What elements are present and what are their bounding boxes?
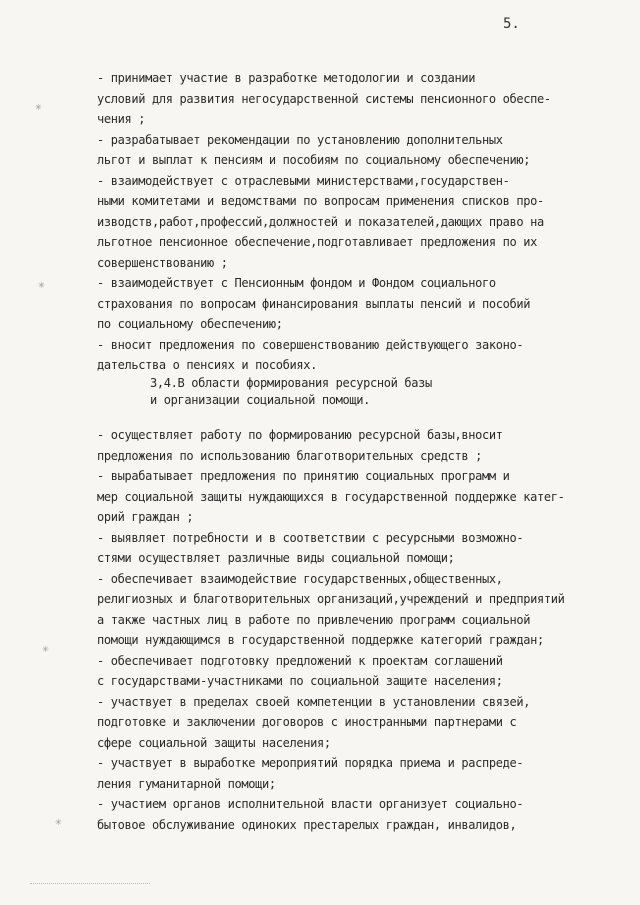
text-line: чения ; [97, 112, 146, 126]
text-line: совершенствованию ; [97, 255, 228, 270]
text-line: - обеспечивает подготовку предложений к проектам соглашений [97, 653, 503, 668]
text-line: страхования по вопросам финансирования выплаты пенсий и пособий [97, 296, 531, 311]
text-line: - взаимодействует с Пенсионным фондом и Фондом социального [97, 276, 496, 290]
text-line: сфере социальной защиты населения; [97, 735, 331, 750]
margin-stamp-mark: ✳ [35, 100, 42, 113]
text-line: льгот и выплат к пенсиям и пособиям по социальному обеспечению; [97, 153, 531, 167]
scan-edge-mark [30, 883, 150, 884]
text-line: - принимает участие в разработке методологии и создании [97, 71, 476, 85]
section-heading-line: и организации социальной помощи. [150, 393, 370, 407]
text-line: стями осуществляет различные виды социальной помощи; [97, 551, 455, 565]
page-number: 5. [503, 16, 520, 32]
text-line: условий для развития негосударственной системы пенсионного обеспе- [97, 91, 551, 106]
text-line: помощи нуждающимся в государственной поддержке категорий граждан; [97, 633, 544, 647]
text-line: а также частных лиц в работе по привлечению программ социальной [97, 612, 531, 627]
text-line: - вносит предложения по совершенствованию действующего законо- [97, 337, 524, 352]
text-line: ления гуманитарной помощи; [97, 776, 276, 791]
text-line: - разрабатывает рекомендации по установлению дополнительных [97, 132, 503, 147]
section-heading [150, 375, 432, 409]
text-line: - участвует в пределах своей компетенции в установлении связей, [97, 694, 531, 709]
text-line: - участием органов исполнительной власти организует социально- [97, 797, 524, 811]
text-line: с государствами-участниками по социальной защите населения; [97, 674, 503, 688]
text-line: льготное пенсионное обеспечение,подготавливает предложения по их [97, 235, 537, 249]
text-line: религиозных и благотворительных организаций,учреждений и предприятий [97, 592, 565, 606]
margin-stamp-mark: ✳ [42, 642, 49, 655]
margin-stamp-mark: ✳ [55, 815, 62, 828]
text-line: предложения по использованию благотворительных средств ; [97, 448, 482, 463]
section-a-text [97, 68, 617, 376]
text-line: изводств,работ,профессий,должностей и показателей,дающих право на [97, 214, 544, 229]
text-line: - обеспечивает взаимодействие государственных,общественных, [97, 571, 503, 586]
text-line: подготовке и заключении договоров с иностранными партнерами с [97, 715, 517, 729]
text-line: - осуществляет работу по формированию ресурсной базы,вносит [97, 428, 503, 442]
text-line: - участвует в выработке мероприятий порядка приема и распреде- [97, 756, 524, 770]
text-line: бытовое обслуживание одиноких престарелых граждан, инвалидов, [97, 817, 517, 832]
text-line: ными комитетами и ведомствами по вопросам применения списков про- [97, 194, 544, 208]
text-line: дательства о пенсиях и пособиях. [97, 358, 317, 372]
section-heading-line: 3,4.В области формирования ресурсной базы [150, 376, 432, 390]
text-line: - вырабатывает предложения по принятию социальных программ и [97, 469, 510, 483]
margin-stamp-mark: ✳ [38, 278, 45, 291]
text-line: - выявляет потребности и в соответствии с ресурсными возможно- [97, 530, 524, 545]
text-line: - взаимодействует с отраслевыми министерствами,государствен- [97, 173, 510, 188]
text-line: мер социальной защиты нуждающихся в государственной поддержке катег- [97, 489, 565, 504]
text-line: по социальному обеспечению; [97, 317, 283, 331]
section-b-text [97, 425, 617, 835]
text-line: орий граждан ; [97, 510, 194, 524]
